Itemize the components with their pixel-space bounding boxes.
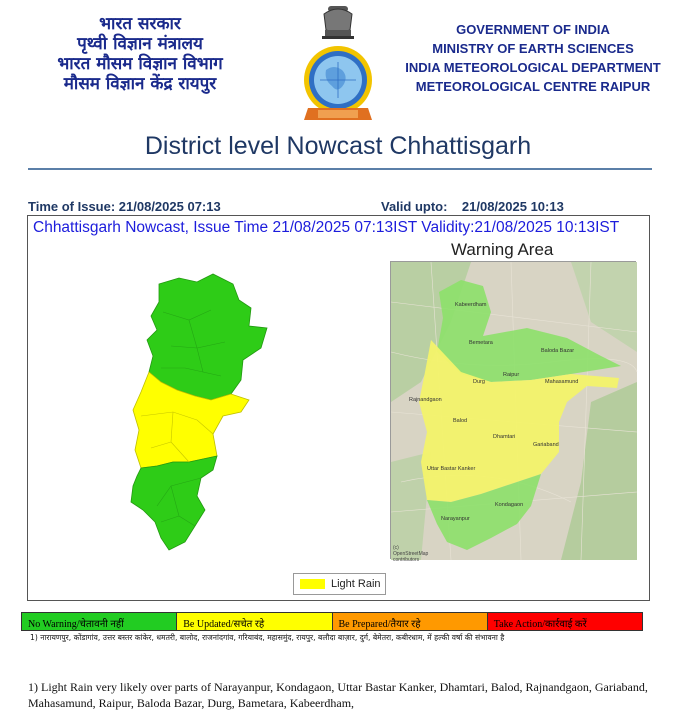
map-label-mahasamund: Mahasamund [545,379,579,385]
english-header-line: METEOROLOGICAL CENTRE RAIPUR [415,79,651,94]
map-label-uttar-bastar-kanker: Uttar Bastar Kanker [427,466,476,472]
map-label-raipur: Raipur [503,372,520,378]
legend-label: Light Rain [331,578,381,590]
warning-area-label: Warning Area [451,240,554,259]
map-label-narayanpur: Narayanpur [441,516,470,522]
panel-header: Chhattisgarh Nowcast, Issue Time 21/08/2025 07:13IST Validity:21/08/2025 10:13IST [33,219,620,236]
page-title: District level Nowcast Chhattisgarh [144,132,532,160]
hindi-header-line: मौसम विज्ञान केंद्र रायपुर [63,74,217,94]
scale-be-prepared: Be Prepared/तैयार रहे [333,613,488,630]
scale-be-updated: Be Updated/सचेत रहे [177,613,332,630]
hindi-header [20,14,260,94]
map-credit-line: contributors [393,557,420,563]
legend [293,573,386,595]
nowcast-panel [27,215,650,601]
warning-area-map-graphic [391,262,637,560]
hindi-header-line: पृथ्वी विज्ञान मंत्रालय [77,34,203,54]
legend-swatch-light-rain [300,579,325,589]
scale-no-warning: No Warning/चेतावनी नहीं [22,613,177,630]
english-header [398,20,668,96]
title-divider [28,168,652,170]
scale-take-action: Take Action/कार्रवाई करें [488,613,642,630]
map-label-dhamtari: Dhamtari [493,434,516,440]
map-label-bemetara: Bemetara [469,340,493,346]
map-label-durg: Durg [473,379,485,385]
time-of-issue: Time of Issue: 21/08/2025 07:13 [28,199,221,214]
north-region-green [147,274,267,400]
state-district-map [101,272,271,554]
hindi-forecast-note: 1) नारायणपुर, कोंडागांव, उत्तर बस्तर कांकेर, धमतरी, बालोद, राजनांदगांव, गरियाबंद, महासमुंद, रायपुर, बलौदा बाज़ार, दुर्ग, बेमेतरा, कबीरधाम, में हल्की वर्षा की संभावना है [30,633,505,642]
map-label-kondagaon: Kondagaon [495,502,524,508]
english-header-line: INDIA METEOROLOGICAL DEPARTMENT [405,60,661,75]
imd-emblem-icon [298,4,378,126]
english-header-line: GOVERNMENT OF INDIA [456,22,610,37]
map-credit-line: OpenStreetMap [393,551,429,557]
map-label-balod: Balod [453,418,468,424]
map-label-kabeerdham: Kabeerdham [455,302,487,308]
hindi-header-line: भारत मौसम विज्ञान विभाग [57,54,223,74]
hindi-header-line: भारत सरकार [99,14,181,34]
english-forecast-note: 1) Light Rain very likely over parts of Narayanpur, Kondagaon, Uttar Bastar Kanker, Dhamtari, Balod, Rajnandgaon, Gariaband, Mahasamund, Raipur, Baloda Bazar, Durg, Bametara, Kabeerdham, [28,680,648,710]
warning-area-map [390,261,636,563]
south-region-green [131,456,217,550]
map-attribution [393,545,428,563]
map-credit-line: (c) [393,545,399,551]
warning-color-scale [21,612,643,631]
map-label-gariaband: Gariaband [533,442,559,448]
map-label-rajnandgaon: Rajnandgaon [409,397,442,403]
map-label-baloda-bazar: Baloda Bazar [541,348,575,354]
english-header-line: MINISTRY OF EARTH SCIENCES [432,41,634,56]
valid-upto: Valid upto: 21/08/2025 10:13 [381,199,564,214]
